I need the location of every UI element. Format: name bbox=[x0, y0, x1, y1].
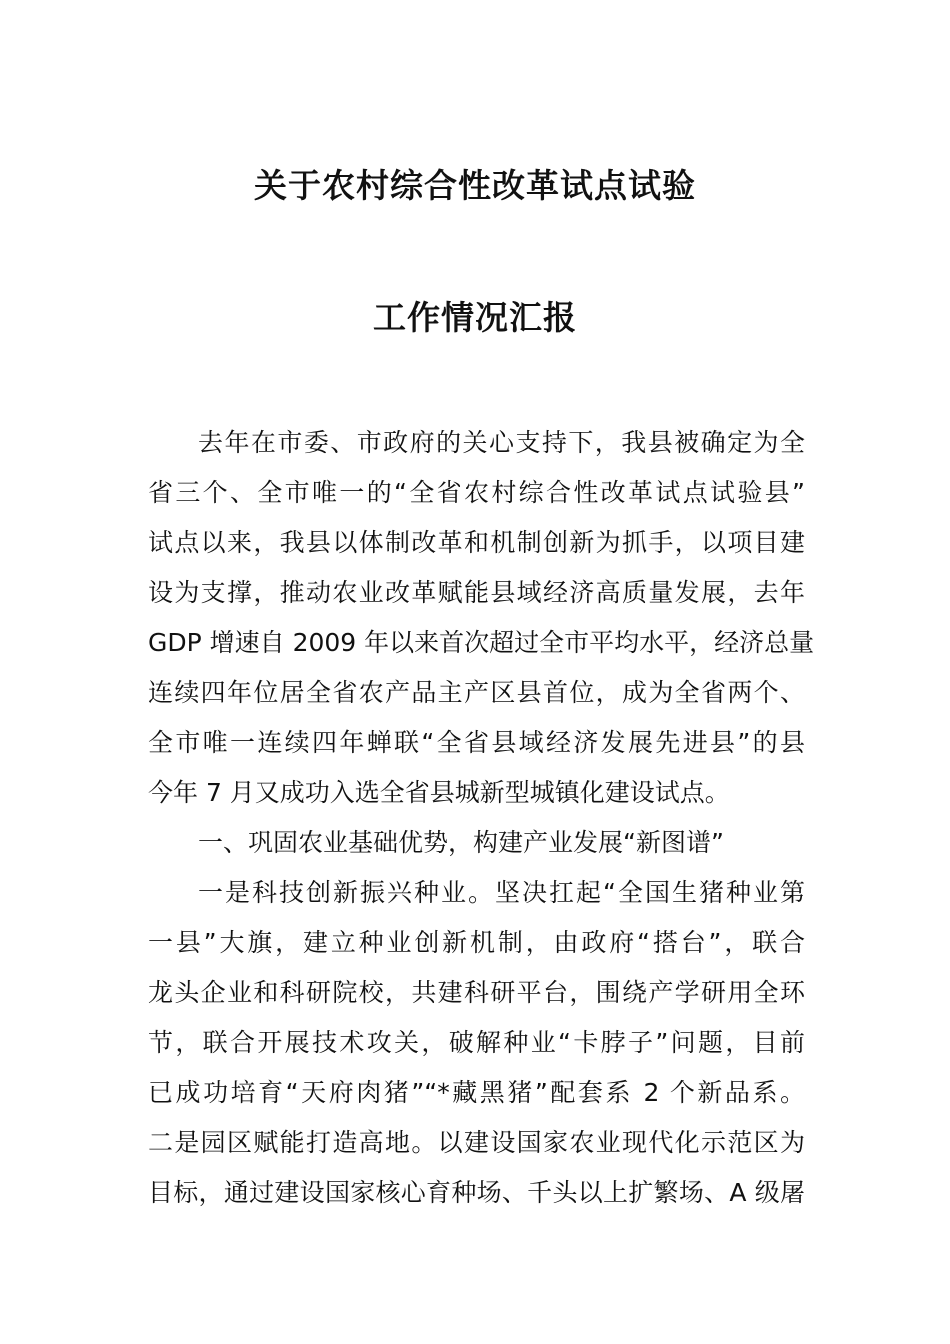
paragraph-line: 全市唯一连续四年蝉联“全省县域经济发展先进县”的县 bbox=[148, 728, 805, 757]
paragraph-line: 节，联合开展技术攻关，破解种业“卡脖子”问题，目前 bbox=[148, 1028, 805, 1057]
paragraph-line: 连续四年位居全省农产品主产区县首位，成为全省两个、 bbox=[148, 678, 805, 707]
section-heading: 一、巩固农业基础优势，构建产业发展“新图谱” bbox=[198, 828, 724, 857]
paragraph-line: 一县”大旗，建立种业创新机制，由政府“搭台”，联合 bbox=[148, 928, 805, 957]
document-title-line-2: 工作情况汇报 bbox=[373, 298, 577, 337]
paragraph-line: 今年 7 月又成功入选全省县城新型城镇化建设试点。 bbox=[148, 778, 730, 807]
paragraph-line: 试点以来，我县以体制改革和机制创新为抓手，以项目建 bbox=[148, 528, 805, 557]
paragraph-line: 去年在市委、市政府的关心支持下，我县被确定为全 bbox=[198, 428, 805, 457]
document-title-line-1: 关于农村综合性改革试点试验 bbox=[254, 166, 696, 205]
paragraph-line: 二是园区赋能打造高地。以建设国家农业现代化示范区为 bbox=[148, 1128, 805, 1157]
paragraph-line: 省三个、全市唯一的“全省农村综合性改革试点试验县” bbox=[148, 478, 805, 507]
paragraph-line: GDP 增速自 2009 年以来首次超过全市平均水平，经济总量 bbox=[148, 628, 815, 657]
paragraph-line: 龙头企业和科研院校，共建科研平台，围绕产学研用全环 bbox=[148, 978, 805, 1007]
paragraph-line: 一是科技创新振兴种业。坚决扛起“全国生猪种业第 bbox=[198, 878, 805, 907]
paragraph-line: 已成功培育“天府肉猪”“*藏黑猪”配套系 2 个新品系。 bbox=[148, 1078, 805, 1107]
paragraph-line: 设为支撑，推动农业改革赋能县域经济高质量发展，去年 bbox=[148, 578, 805, 607]
paragraph-line: 目标，通过建设国家核心育种场、千头以上扩繁场、A 级屠 bbox=[148, 1178, 805, 1207]
